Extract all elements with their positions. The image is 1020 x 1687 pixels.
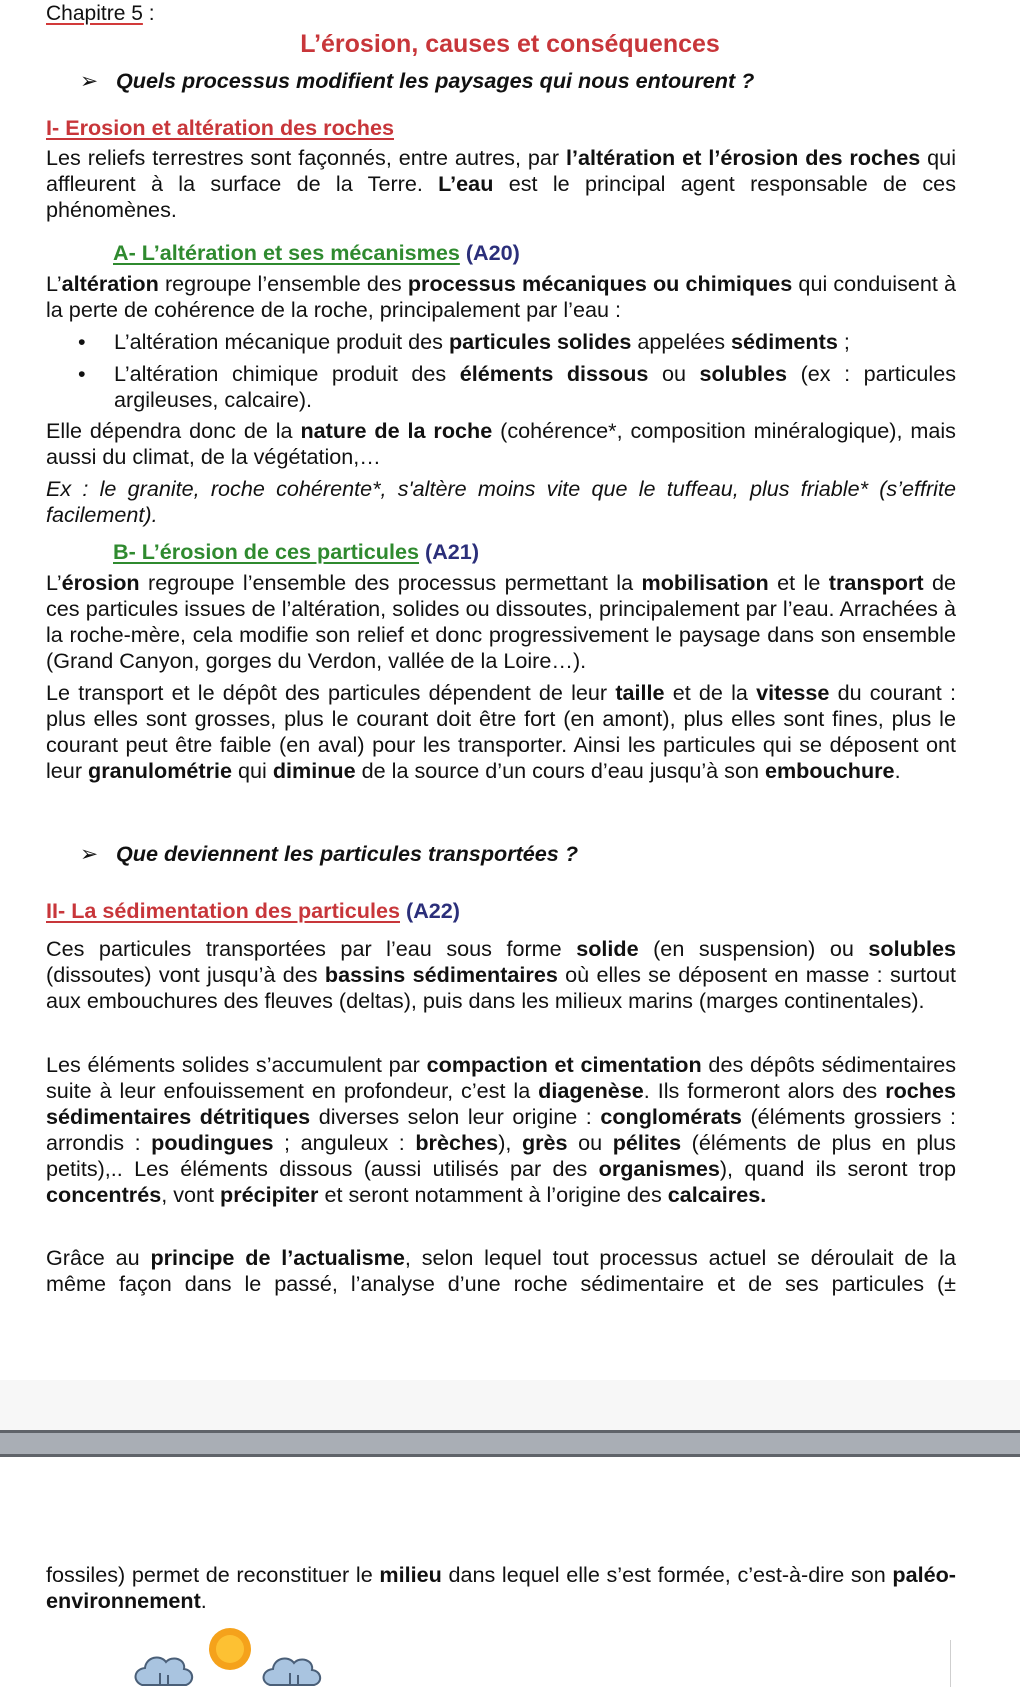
part-a-paragraph-1: L’altération regroupe l’ensemble des processus mécaniques ou chimiques qui conduisent à la perte de cohérence de la roche, principalement par l’eau : (46, 271, 956, 322)
page-title: L’érosion, causes et conséquences (300, 30, 720, 58)
cloud-icon (136, 1657, 193, 1685)
list-item: • L’altération chimique produit des éléments dissous ou solubles (ex : particules argileuses, calcaire). (78, 361, 956, 412)
part-a-heading: A- L’altération et ses mécanismes (A20) (113, 240, 520, 265)
question-2: ➢ Que deviennent les particules transportées ? (80, 841, 579, 866)
question-1: ➢ Quels processus modifient les paysages qui nous entourent ? (80, 68, 755, 93)
section-2-paragraph-1: Ces particules transportées par l’eau sous forme solide (en suspension) ou solubles (dissoutes) vont jusqu’à des bassins sédimentaires où elles se déposent en masse : surtout aux embouchures des fleuves (deltas), puis dans les milieux marins (marges continentales). (46, 936, 956, 1013)
activity-code: (A22) (406, 898, 460, 923)
chapter-label: Chapitre 5 : (46, 2, 155, 25)
part-b-paragraph-1: L’érosion regroupe l’ensemble des processus permettant la mobilisation et le transport de ces particules issues de l’altération, solides ou dissoutes, principalement par l’eau. Arrachées à la roche-mère, cela modifie son relief et donc progressivement le paysage dans son ensemble (Grand Canyon, gorges du Verdon, vallée de la Loire…). (46, 570, 956, 673)
section-2-paragraph-2: Les éléments solides s’accumulent par compaction et cimentation des dépôts sédimentaires suite à leur enfouissement en profondeur, c’est la diagenèse. Ils formeront alors des roches sédimentaires détritiques diverses selon leur origine : conglomérats (éléments grossiers : arrondis : poudingues ; anguleux : brèches), grès ou pélites (éléments de plus en plus petits),.. Les éléments dissous (aussi utilisés par des organismes), quand ils seront trop concentrés, vont précipiter et seront notamment à l’origine des calcaires. (46, 1052, 956, 1207)
sun-icon (209, 1628, 251, 1670)
section-1-heading: I- Erosion et altération des roches (46, 115, 394, 140)
activity-code: (A21) (425, 539, 480, 564)
bullet-icon: • (78, 329, 86, 354)
section-1-intro: Les reliefs terrestres sont façonnés, entre autres, par l’altération et l’érosion des roches qui affleurent à la surface de la Terre. L’eau est le principal agent responsable de ces phénomènes. (46, 145, 956, 222)
section-2-paragraph-3: Grâce au principe de l’actualisme, selon lequel tout processus actuel se déroulait de la même façon dans le passé, l’analyse d’une roche sédimentaire et de ses particules (± (46, 1245, 956, 1296)
part-b-heading: B- L’érosion de ces particules (A21) (113, 539, 480, 564)
alteration-list (78, 329, 956, 413)
weather-illustration (0, 1625, 1020, 1687)
part-a-paragraph-2: Elle dépendra donc de la nature de la roche (cohérence*, composition minéralogique), mais aussi du climat, de la végétation,… (46, 418, 956, 469)
cloud-icon (264, 1658, 321, 1685)
page-separator (0, 1430, 1020, 1457)
section-2-heading: II- La sédimentation des particules (A22) (46, 898, 460, 923)
bullet-icon: • (78, 361, 86, 386)
section-2-paragraph-4: fossiles) permet de reconstituer le milieu dans lequel elle s’est formée, c’est-à-dire son paléo-environnement. (46, 1562, 956, 1613)
part-a-example: Ex : le granite, roche cohérente*, s'altère moins vite que le tuffeau, plus friable* (s’effrite facilement). (46, 476, 956, 527)
divider (950, 1640, 951, 1687)
part-b-paragraph-2: Le transport et le dépôt des particules dépendent de leur taille et de la vitesse du courant : plus elles sont grosses, plus le courant doit être fort (en amont), plus elles sont fines, plus le courant peut être faible (en aval) pour les transporter. Ainsi les particules qui se déposent ont leur granulométrie qui diminue de la source d’un cours d’eau jusqu’à son embouchure. (46, 680, 956, 783)
arrow-icon: ➢ (80, 68, 99, 93)
page-gap (0, 1380, 1020, 1430)
activity-code: (A20) (465, 240, 520, 265)
list-item: • L’altération mécanique produit des particules solides appelées sédiments ; (78, 329, 850, 354)
arrow-icon: ➢ (80, 841, 99, 866)
